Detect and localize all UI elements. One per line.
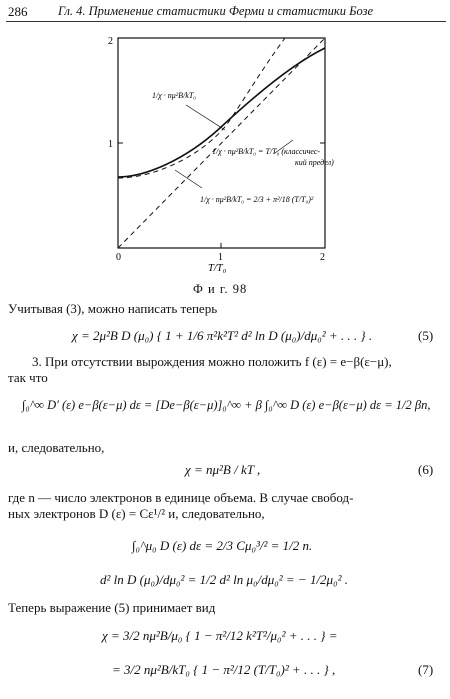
curve-label-2b: кий предел)	[295, 158, 334, 167]
running-title: Гл. 4. Применение статистики Ферми и статистики Бозе	[58, 4, 374, 18]
paragraph-4b: ных электронов D (ε) = Cε¹/² и, следовательно,	[8, 506, 265, 521]
equation-7b: = 3/2 nμ²B/kT₀ { 1 − π²/12 (T/T₀)² + . . . } ,	[112, 662, 336, 677]
y-label-2: 2	[108, 36, 113, 47]
page-number: 286	[8, 4, 28, 19]
equation-integral: ∫₀^∞ D′ (ε) e−β(ε−μ) dε = [De−β(ε−μ)]₀^∞ + β ∫₀^∞ D (ε) e−β(ε−μ) dε = 1/2 βn,	[22, 398, 431, 412]
equation-c1: ∫₀^μ₀ D (ε) dε = 2/3 Cμ₀³/² = 1/2 n.	[132, 538, 313, 553]
x-label-0: 0	[116, 252, 121, 263]
equation-7a: χ = 3/2 nμ²B/μ₀ { 1 − π²/12 k²T²/μ₀² + . . . } =	[102, 628, 338, 643]
paragraph-3: и, следовательно,	[8, 440, 105, 455]
pointer-1	[186, 105, 225, 130]
curve-label-3: 1/χ · nμ²B/kT₀ = 2/3 + π²/18 (T/T₀)²	[200, 195, 314, 204]
figure-98	[100, 30, 345, 280]
paragraph-2b: так что	[8, 370, 48, 385]
paragraph-4a: где n — число электронов в единице объема. В случае свобод-	[8, 490, 354, 505]
equation-5-number: (5)	[418, 328, 434, 343]
equation-6: χ = nμ²B / kT ,	[185, 462, 261, 477]
equation-5: χ = 2μ²B D (μ₀) { 1 + 1/6 π²k²T² d² ln D (μ₀)/dμ₀² + . . . } .	[72, 328, 373, 343]
approximation-curve	[118, 38, 285, 178]
figure-caption: Ф и г. 98	[193, 282, 248, 296]
y-label-1: 1	[108, 139, 113, 150]
pointer-3	[175, 170, 202, 188]
equation-7-number: (7)	[418, 662, 434, 677]
x-axis-label: T/T₀	[208, 263, 227, 274]
equation-6-number: (6)	[418, 462, 434, 477]
x-label-1: 1	[218, 252, 223, 263]
curve-label-2a: 1/χ · nμ²B/kT₀ = T/T₀ (классичес-	[212, 147, 321, 156]
exact-curve	[118, 48, 325, 177]
equation-c2: d² ln D (μ₀)/dμ₀² = 1/2 d² ln μ₀/dμ₀² = − 1/2μ₀² .	[100, 572, 348, 587]
paragraph-1: Учитывая (3), можно написать теперь	[8, 301, 218, 316]
curve-label-1: 1/χ · nμ²B/kT₀	[152, 91, 197, 100]
x-label-2: 2	[320, 252, 325, 263]
paragraph-2a: 3. При отсутствии вырождения можно положить f (ε) = e−β(ε−μ),	[32, 354, 392, 369]
classical-limit-line	[118, 38, 325, 248]
header-rule	[6, 21, 446, 22]
paragraph-5: Теперь выражение (5) принимает вид	[8, 600, 216, 615]
